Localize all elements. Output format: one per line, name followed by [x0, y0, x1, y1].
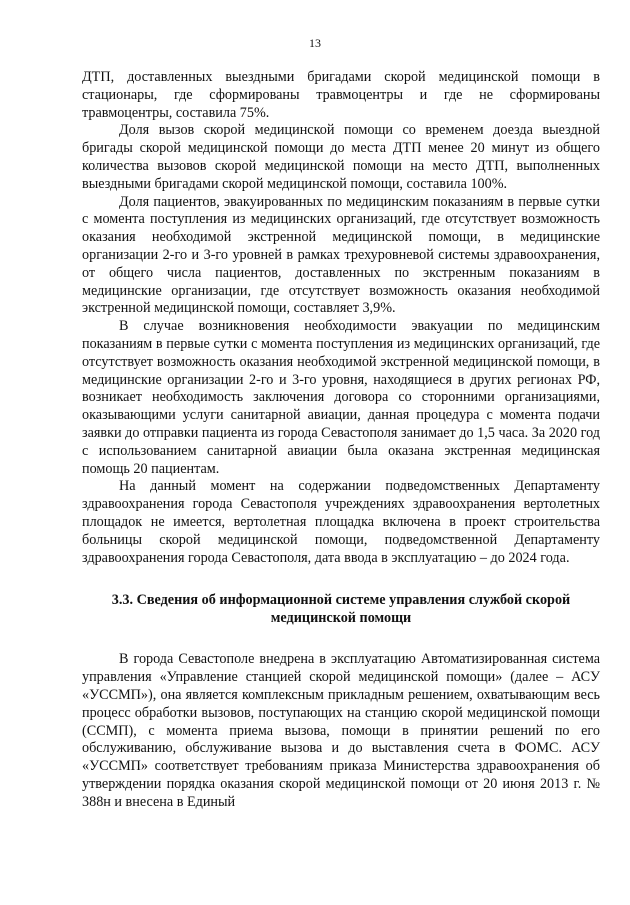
paragraph-1: ДТП, доставленных выездными бригадами скорой медицинской помощи в стационары, где сформированы травмоцентры и где не сформированы травмоцентры, составила 75%. — [82, 69, 600, 121]
section-heading: 3.3. Сведения об информационной системе управления службой скорой медицинской помощи — [111, 592, 571, 627]
paragraphs-before — [82, 69, 600, 567]
paragraph-5: На данный момент на содержании подведомственных Департаменту здравоохранения города Севастополя учреждениях здравоохранения вертолетных площадок не имеется, вертолетная площадка включена в проект строительства больницы скорой медицинской помощи, подведомственной Департаменту здравоохранения города Севастополя, дата ввода в эксплуатацию – до 2024 года. — [82, 478, 600, 566]
paragraphs-after — [82, 651, 600, 811]
page-number: 13 — [309, 36, 321, 50]
paragraph-6: В города Севастополе внедрена в эксплуатацию Автоматизированная система управления «Управление станцией скорой медицинской помощи» (далее – АСУ «УССМП»), она является комплексным прикладным решением, охватывающим весь процесс обработки вызовов, поступающих на станцию скорой медицинской помощи (ССМП), с момента приема вызова, помощи в принятии решений по его обслуживанию, обслуживание вызова и до выставления счета в ФОМС. АСУ «УССМП» соответствует требованиям приказа Министерства здравоохранения об утверждении порядка оказания скорой медицинской помощи от 20 июня 2013 г. № 388н и внесена в Единый — [82, 651, 600, 810]
paragraph-4: В случае возникновения необходимости эвакуации по медицинским показаниям в первые сутки с момента поступления из медицинских организаций, где отсутствует возможность оказания необходимой экстренной медицинской помощи, в медицинские организации 2-го и 3-го уровня, находящиеся в других регионах РФ, возникает необходимость заключения договора со сторонними организациями, оказывающими услуги санитарной авиации, данная процедура с момента подачи заявки до отправки пациента из города Севастополя занимает до 1,5 часа. За 2020 год с использованием санитарной авиации была оказана экстренная медицинская помощь 20 пациентам. — [82, 318, 600, 477]
document-body — [82, 69, 600, 811]
paragraph-3: Доля пациентов, эвакуированных по медицинским показаниям в первые сутки с момента поступления из медицинских организаций, где отсутствует возможность оказания необходимой экстренной медицинской помощи, в медицинские организации 2-го и 3-го уровней в рамках трехуровневой системы здравоохранения, от общего числа пациентов, доставленных по экстренным показаниям в медицинские организации, где отсутствует возможность оказания необходимой экстренной медицинской помощи, составляет 3,9%. — [82, 193, 600, 317]
paragraph-2: Доля вызов скорой медицинской помощи со временем доезда выездной бригады скорой медицинской помощи до места ДТП менее 20 минут из общего количества вызовов скорой медицинской помощи на место ДТП, выполненных выездными бригадами скорой медицинской помощи, составила 100%. — [82, 122, 600, 192]
